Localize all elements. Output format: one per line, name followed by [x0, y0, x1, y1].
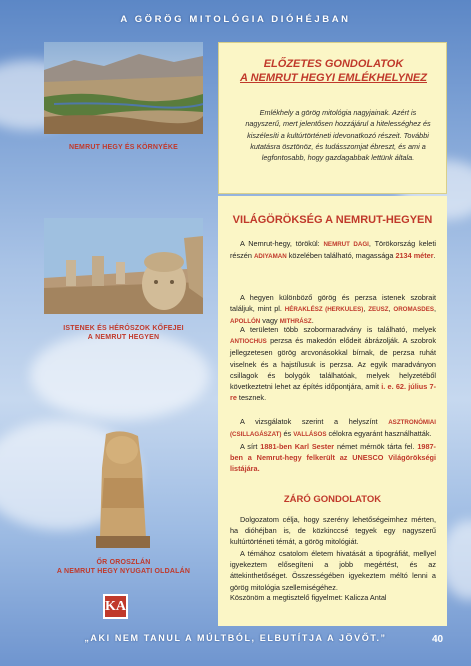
text: A vizsgálatok szerint a helyszínt [240, 417, 389, 426]
footer-quote: „AKI NEM TANUL A MÚLTBÓL, ELBUTÍTJA A JÖVŐT.” [84, 633, 387, 643]
highlight-height: 2134 méter [395, 251, 434, 261]
text: A Nemrut-hegy, törökül: [240, 239, 324, 248]
text: A területen több szobormaradvány is található, melyek [240, 325, 436, 334]
paragraph-research [230, 416, 436, 440]
intro-box [218, 42, 447, 194]
paragraph-gods [230, 292, 436, 328]
lion-statue-illustration [92, 428, 154, 548]
intro-title [219, 57, 448, 85]
main-content-box [218, 196, 447, 626]
cloud-decoration [30, 330, 210, 420]
lion-statue-photo [92, 428, 154, 548]
photo-caption-lion: ŐR OROSZLÁN A NEMRUT HEGY NYUGATI OLDALÁN [56, 559, 191, 575]
highlight-mithras: MITHRÁSZ [279, 318, 312, 326]
text: német mérnök tárta fel. [334, 442, 418, 451]
highlight-excavation: 1881-ben Karl Sester [260, 442, 335, 451]
highlight-turkish-name: NEMRUT DAGI [323, 241, 369, 248]
paragraph-location [230, 238, 436, 262]
paragraph-closing-1: Dolgozatom célja, hogy szerény lehetőségeimhez mérten, ha dióhéjban is, de közkinccsé tegyek egy nagyszerű kultúrtörténeti témát, a görög mitológiát. [230, 515, 436, 547]
highlight-antiochus: ANTIOCHUS [230, 338, 267, 346]
text: A sírt [240, 442, 261, 451]
text: , [363, 304, 369, 314]
highlight-date: i. e. 62. július 7-re [230, 382, 437, 403]
highlight-unesco: 1987-ben a Nemrut-hegy felkerült az UNESCO Világörökségi listájára. [230, 442, 436, 474]
text: , Törökország keleti részén [230, 239, 436, 261]
paragraph-unesco [230, 441, 436, 475]
text: és [281, 429, 294, 439]
text: közelében található, magassága [286, 251, 396, 261]
intro-text: Emlékhely a görög mitológia nagyjainak. Azért is nagyszerű, mert jelentősen hozzájárul a hitelességhez és kiszélesíti a kultúrtörténeti idevonatkozó részeit. További kutatásra ösztönöz, és tudásszomjat ébreszt, és ami a legfontosabb, hogy gazdagabbak lettünk általa. [245, 108, 431, 163]
text: A hegyen különböző görög és perzsa istenek szobrait találjuk, mint pl. [230, 293, 436, 314]
photo-caption-landscape: NEMRUT HEGY ÉS KÖRNYÉKE [68, 144, 179, 151]
highlight-heracles: HÉRAKLÉSZ (HERKULES) [284, 306, 364, 314]
section-title-closing: ZÁRÓ GONDOLATOK [283, 494, 382, 505]
paragraph-statues [230, 324, 436, 403]
text: vagy [260, 316, 280, 326]
highlight-zeus: ZEUSZ [368, 306, 389, 314]
highlight-oromasdes: OROMASDES [393, 306, 434, 314]
highlight-apollon: APOLLÓN [230, 318, 261, 326]
text: , [388, 304, 394, 314]
text: célokra egyaránt használhatták. [326, 429, 432, 439]
stone-heads-illustration [44, 218, 203, 314]
stone-heads-photo [44, 218, 203, 314]
author-logo: KA [103, 594, 128, 619]
landscape-illustration [44, 42, 203, 134]
page-number: 40 [432, 634, 444, 645]
intro-title-line2: A NEMRUT HEGYI EMLÉKHELYNEZ [239, 72, 427, 84]
text: . [433, 251, 436, 261]
text: perzsa és makedón elődeit ábrázolják. A szobrok jellegzetesen görög arcvonásokkal bírnak, de perzsa ruhát viselnek és a hajstílusuk is perzsa. Az egyik maradványon csillagok és bolygók találhatóak, melyek helyzetéből következtetni lehet az építés időpontjára, amit [230, 336, 436, 392]
landscape-photo [44, 42, 203, 134]
text: . [311, 316, 314, 326]
section-title-heritage: VILÁGÖRÖKSÉG A NEMRUT-HEGYEN [232, 214, 433, 226]
text: tesznek. [236, 393, 267, 403]
highlight-religious: VALLÁSOS [293, 431, 327, 439]
highlight-adiyaman: ADIYAMAN [253, 253, 287, 261]
page-header-title: A GÖRÖG MITOLÓGIA DIÓHÉJBAN [120, 14, 351, 25]
text: , [433, 304, 436, 314]
highlight-astronomy: ASZTRONÓMIAI (CSILLAGÁSZAT) [230, 419, 436, 439]
paragraph-closing-2: A témához csatolom életem hivatását a tipográfiát, mellyel igyekeztem elősegíteni a jobb megértést, és az áttekinthetőséget. Összességében igyekeztem méltó lenni a görög mitológia szellemiségéhez. [230, 549, 436, 592]
photo-caption-stone-heads: ISTENEK ÉS HÉRÓSZOK KŐFEJEI А NEMRUT HEGYEN [63, 325, 184, 341]
intro-title-line1: ELŐZETES GONDOLATOK [263, 58, 404, 70]
paragraph-closing-3: Köszönöm a megtisztelő figyelmet: Kalicza Antal [230, 593, 387, 602]
